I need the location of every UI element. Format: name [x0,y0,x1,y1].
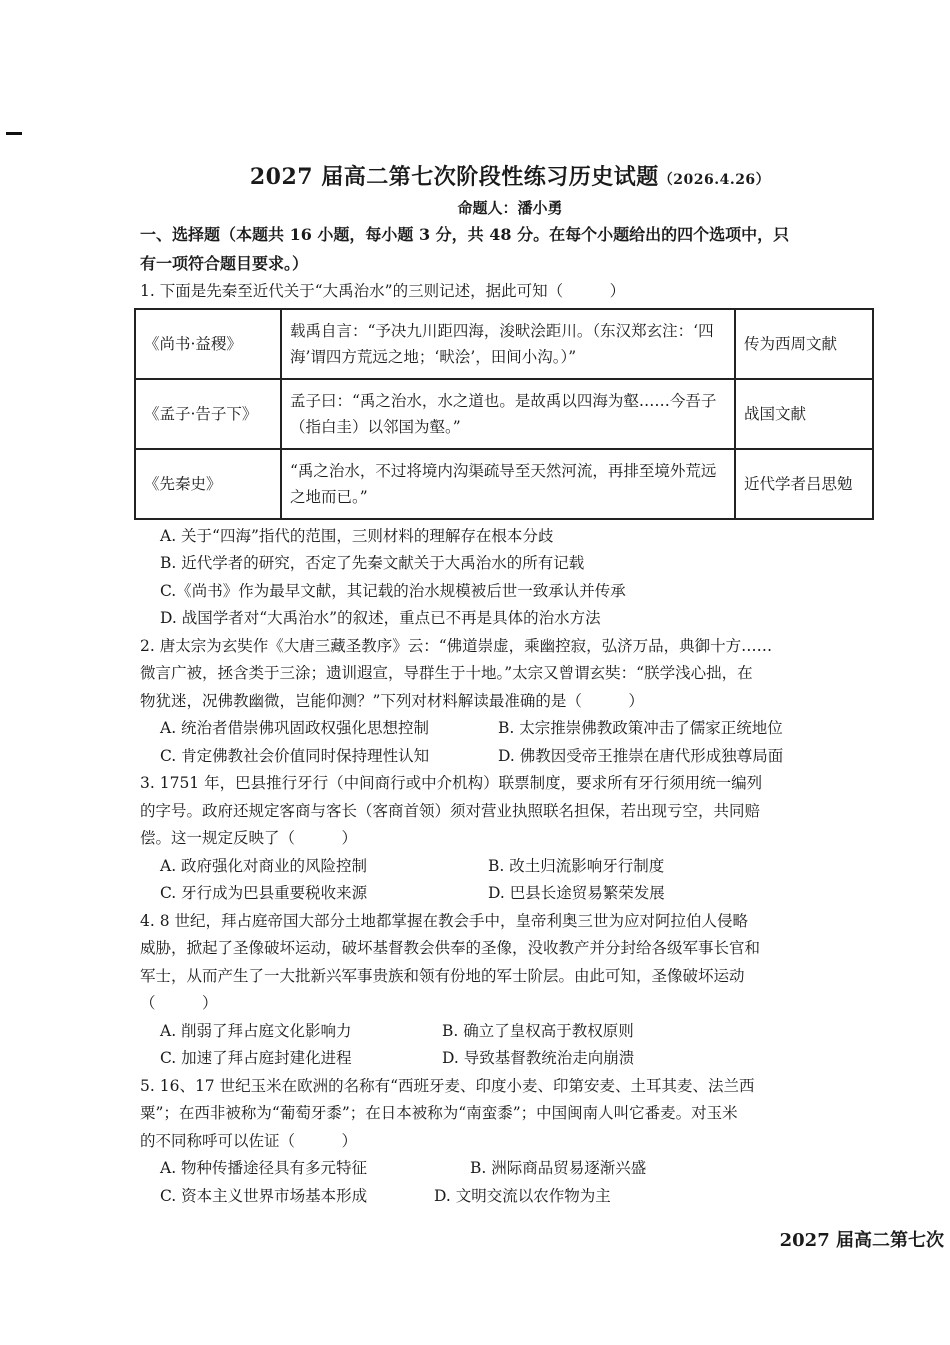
question-3-option-c: C. 牙行成为巴县重要税收来源 [160,884,368,902]
question-5-options-row [140,1183,880,1211]
stem-line: 偿。这一规定反映了（ ） [140,829,358,847]
stem-line: 2. 唐太宗为玄奘作《大唐三藏圣教序》云：“佛道崇虚，乘幽控寂，弘济万品，典御十方…… [140,636,773,655]
question-2-options-row [140,743,880,771]
stem-line: 的字号。政府还规定客商与客长（客商首领）须对营业执照联名担保，若出现亏空，共同赔 [140,801,761,820]
question-4-stem [140,908,880,1018]
stem-line: 物犹迷，况佛教幽微，岂能仰测？”下列对材料解读最准确的是（ ） [140,691,644,710]
table-cell-source: 《先秦史》 [135,449,281,519]
stem-line: 4. 8 世纪，拜占庭帝国大部分土地都掌握在教会手中，皇帝利奥三世为应对阿拉伯人侵略 [140,911,749,930]
table-cell-source: 《孟子·告子下》 [135,379,281,449]
exam-page [140,160,880,1210]
question-5-option-c: C. 资本主义世界市场基本形成 [160,1186,368,1205]
exam-author: 命题人：潘小勇 [457,199,563,217]
question-4-option-c: C. 加速了拜占庭封建化进程 [160,1049,352,1067]
question-2-option-c: C. 肯定佛教社会价值同时保持理性认知 [160,746,430,765]
table-row [135,449,873,519]
stem-line: （ ） [140,994,218,1012]
question-4-option-a: A. 削弱了拜占庭文化影响力 [160,1021,352,1040]
question-5-stem [140,1073,880,1156]
table-cell-note: 战国文献 [735,379,873,449]
question-3-options-row [140,880,880,908]
question-5-option-d: D. 文明交流以农作物为主 [434,1186,611,1205]
question-3-option-b: B. 改土归流影响牙行制度 [488,856,665,875]
question-1-option-c: C.《尚书》作为最早文献，其记载的治水规模被后世一致承认并传承 [160,581,626,600]
exam-date: （2026.4.26） [658,172,771,188]
question-2-option-d: D. 佛教因受帝王推崇在唐代形成独尊局面 [498,746,784,765]
question-1-option-d: D. 战国学者对“大禹治水”的叙述，重点已不再是具体的治水方法 [160,609,601,627]
page-footer: 2027 届高二第七次 [779,1230,944,1251]
stem-line: 3. 1751 年，巴县推行牙行（中间商行或中介机构）联票制度，要求所有牙行须用统一编列 [140,774,763,792]
question-2-options-row [140,715,880,743]
question-3-option-a: A. 政府强化对商业的风险控制 [160,856,368,875]
question-4-options-row [140,1045,880,1073]
question-2-option-b: B. 太宗推崇佛教政策冲击了儒家正统地位 [498,719,783,737]
section-heading-line: 一、选择题（本题共 16 小题，每小题 3 分，共 48 分。在每个小题给出的四个选项中，只 [140,225,790,244]
question-5-options-row [140,1155,880,1183]
table-cell-source: 《尚书·益稷》 [135,309,281,379]
table-row [135,309,873,379]
stem-line: 微言广被，拯含类于三涂；遗训遐宣，导群生于十地。”太宗又曾谓玄奘：“朕学浅心拙，在 [140,664,753,682]
section-heading [140,220,880,278]
question-4-option-d: D. 导致基督教统治走向崩溃 [442,1049,635,1067]
question-1-option-a: A. 关于“四海”指代的范围，三则材料的理解存在根本分歧 [160,526,554,545]
question-4-options-row [140,1018,880,1046]
question-5-option-b: B. 洲际商品贸易逐渐兴盛 [470,1159,647,1177]
question-3-stem [140,770,880,853]
table-cell-content: 载禹自言：“予决九川距四海，浚畎浍距川。（东汉郑玄注：‘四海’谓四方荒远之地；‘畎浍’，田间小沟。）” [281,309,735,379]
stem-line: 威胁，掀起了圣像破坏运动，破坏基督教会供奉的圣像，没收教产并分封给各级军事长官和 [140,939,761,957]
stem-line: 5. 16、17 世纪玉米在欧洲的名称有“西班牙麦、印度小麦、印第安麦、土耳其麦、法兰西 [140,1076,755,1095]
table-cell-note: 近代学者吕思勉 [735,449,873,519]
title-text: 2027 届高二第七次阶段性练习历史试题 [249,164,659,190]
question-3-option-d: D. 巴县长途贸易繁荣发展 [488,884,665,902]
question-3-options-row [140,853,880,881]
stem-line: 粟”；在西非被称为“葡萄牙黍”；在日本被称为“南蛮黍”；中国闽南人叫它番麦。对玉米 [140,1104,738,1122]
question-1-option-b: B. 近代学者的研究，否定了先秦文献关于大禹治水的所有记载 [160,554,585,572]
corner-dash-mark [6,132,22,135]
question-1-table [134,308,874,520]
question-2-stem [140,633,880,716]
stem-line: 军士，从而产生了一大批新兴军事贵族和领有份地的军士阶层。由此可知，圣像破坏运动 [140,966,745,985]
question-5-option-a: A. 物种传播途径具有多元特征 [160,1159,368,1177]
table-cell-note: 传为西周文献 [735,309,873,379]
table-cell-content: “禹之治水，不过将境内沟渠疏导至天然河流，再排至境外荒远之地而已。” [281,449,735,519]
table-row [135,379,873,449]
question-2-option-a: A. 统治者借崇佛巩固政权强化思想控制 [160,719,430,737]
table-cell-content: 孟子曰：“禹之治水，水之道也。是故禹以四海为壑……今吾子（指白圭）以邻国为壑。” [281,379,735,449]
question-1-stem: 1. 下面是先秦至近代关于“大禹治水”的三则记述，据此可知（ ） [140,282,626,300]
exam-title [140,160,880,191]
question-4-option-b: B. 确立了皇权高于教权原则 [442,1021,634,1040]
section-heading-line: 有一项符合题目要求。） [140,254,309,273]
stem-line: 的不同称呼可以佐证（ ） [140,1131,358,1150]
